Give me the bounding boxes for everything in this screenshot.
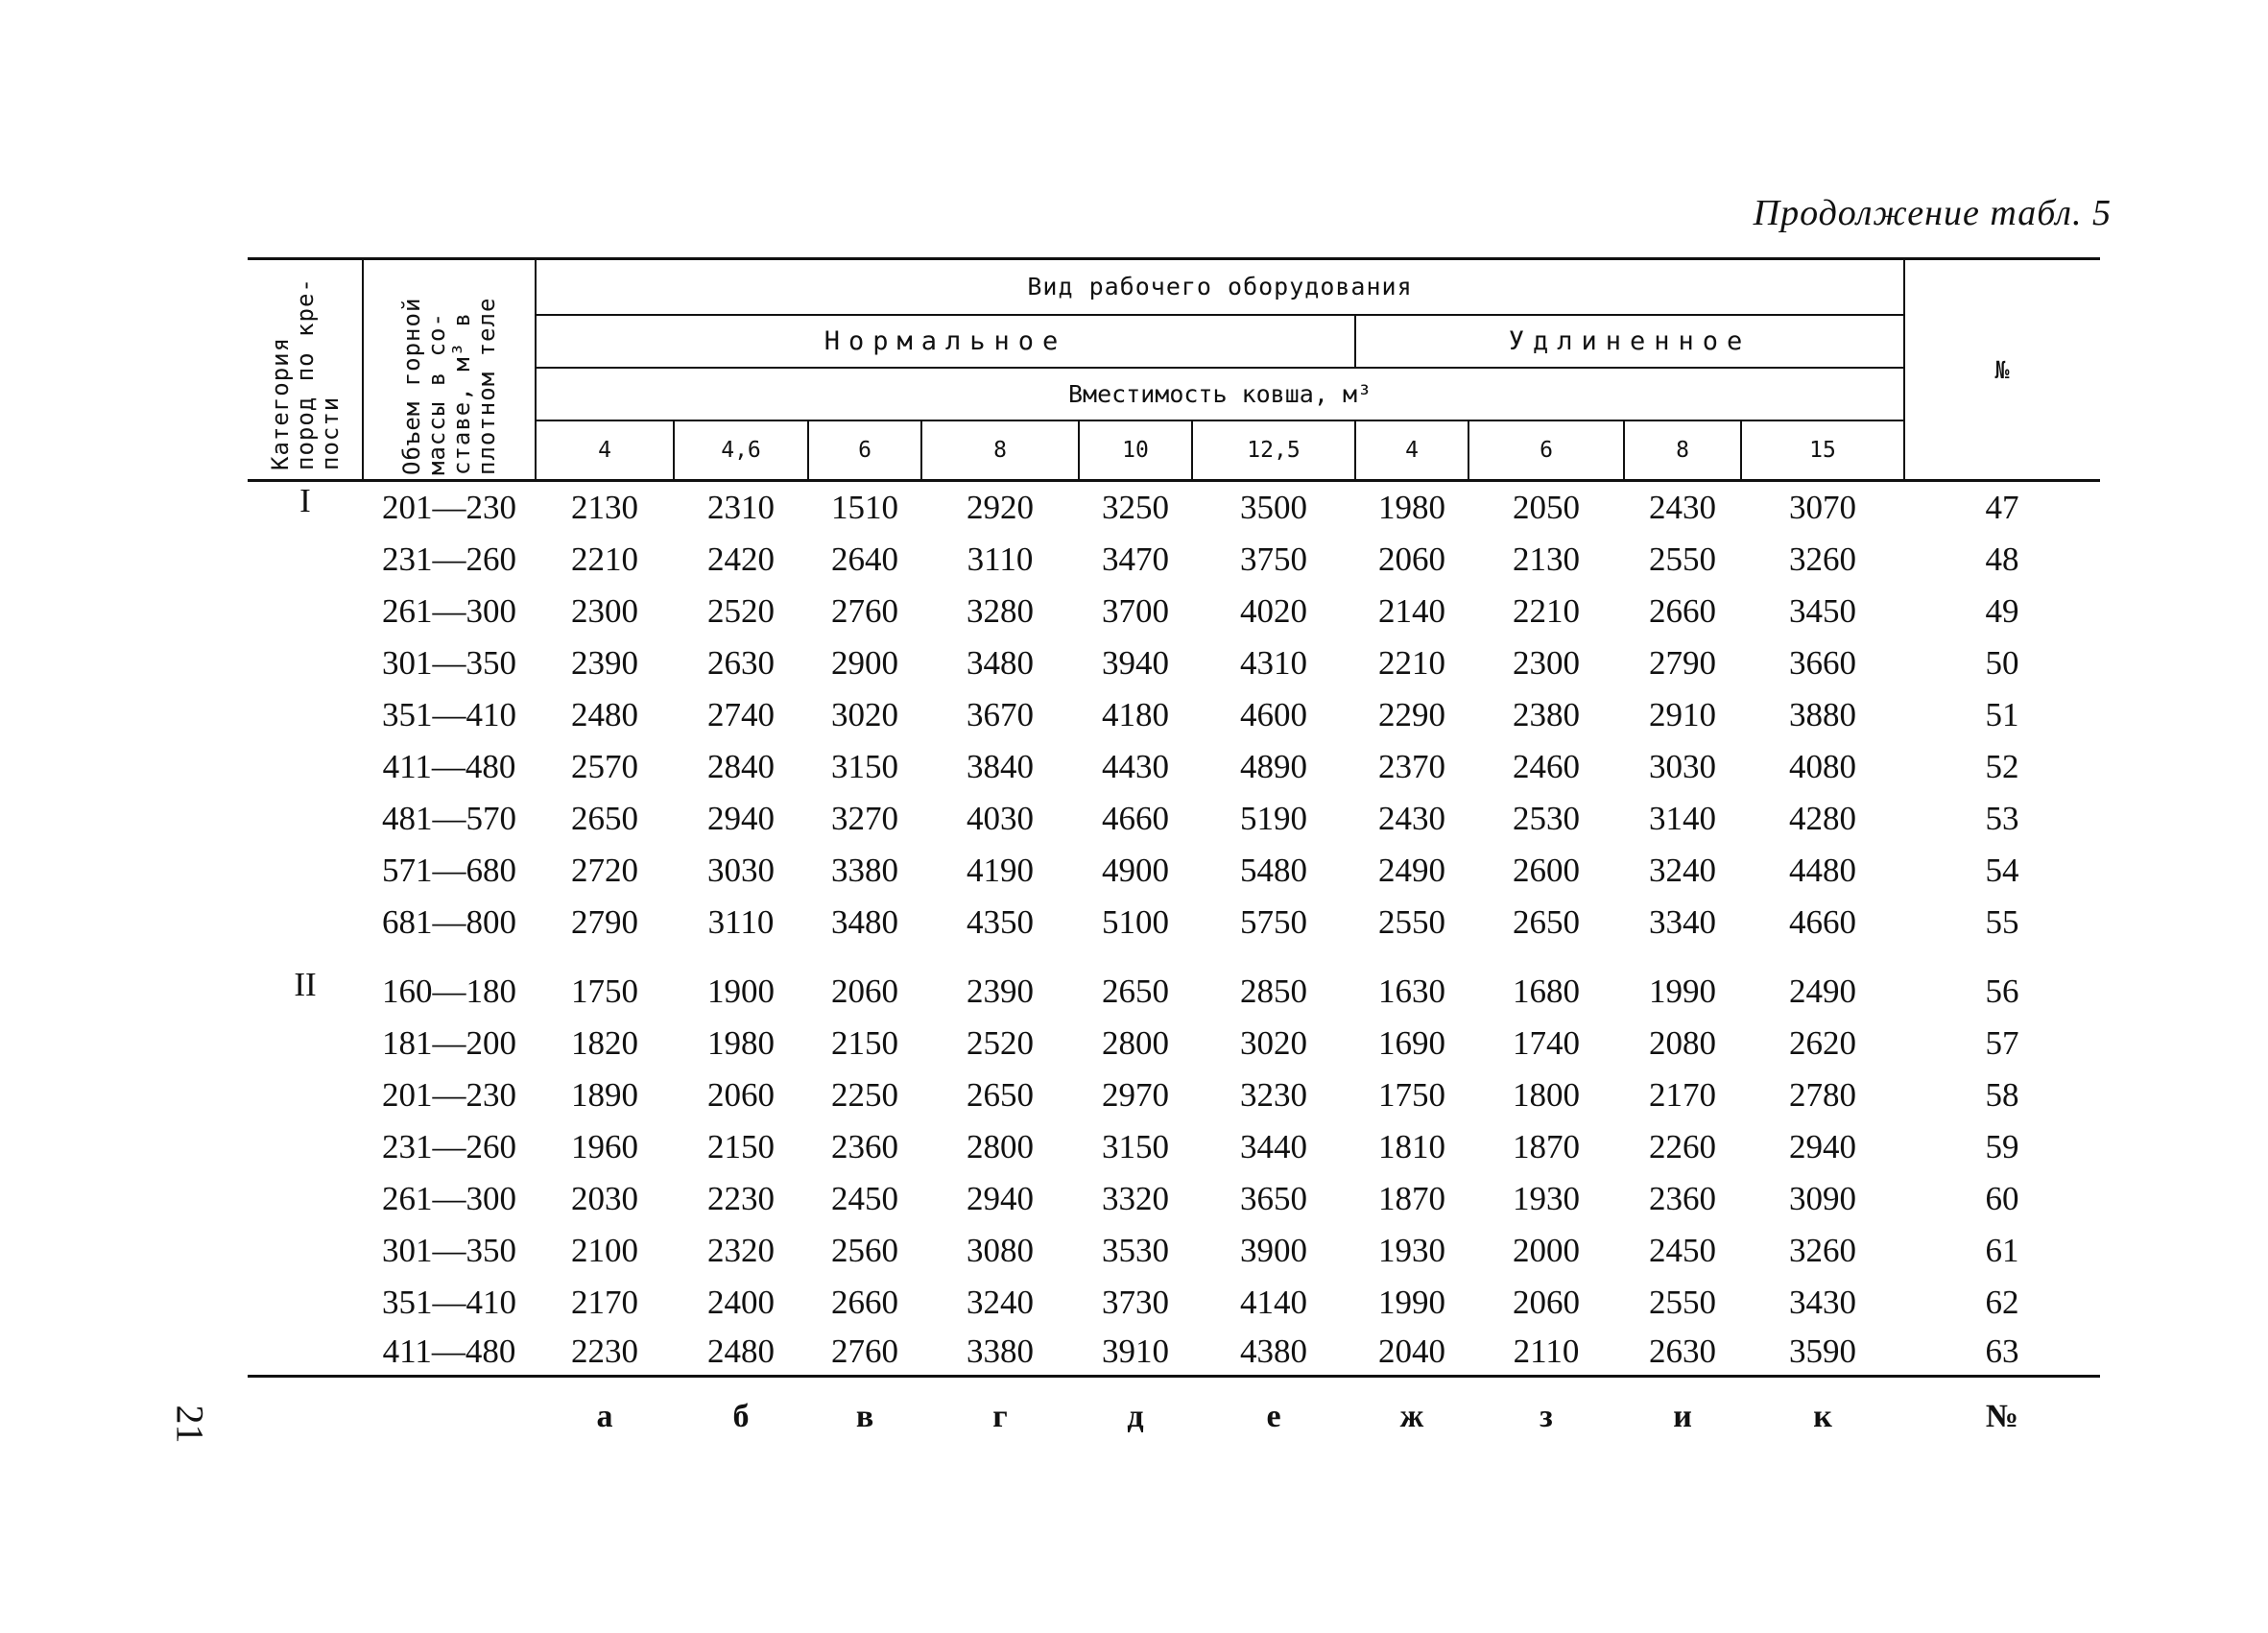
value-cell: 1690 [1378,1024,1445,1062]
value-cell: 2250 [831,1076,898,1114]
value-cell: 3480 [831,903,898,941]
value-cell: 2550 [1649,540,1716,578]
value-cell: 1740 [1513,1024,1580,1062]
value-cell: 3840 [967,748,1034,785]
value-cell: 2940 [1789,1128,1856,1165]
bucket-size-cell: 4 [1355,420,1468,480]
value-cell: 2760 [831,592,898,630]
volume-cell: 301—350 [382,1232,516,1269]
row-number-cell: 62 [1985,1284,2019,1321]
value-cell: 2520 [967,1024,1034,1062]
row-number-cell: 57 [1985,1024,2019,1062]
value-cell: 3530 [1102,1232,1169,1269]
value-cell: 2390 [571,644,638,682]
value-cell: 2320 [707,1232,775,1269]
row-number-cell: 59 [1985,1128,2019,1165]
value-cell: 3430 [1789,1284,1856,1321]
category-cell [248,1225,363,1277]
value-cell: 2480 [571,696,638,733]
value-cell: 2060 [1513,1284,1580,1321]
value-cell: 2740 [707,696,775,733]
value-cell: 1510 [831,489,898,526]
value-cell: 3240 [1649,852,1716,889]
value-cell: 2170 [1649,1076,1716,1114]
value-cell: 3730 [1102,1284,1169,1321]
value-cell: 2450 [831,1180,898,1217]
value-cell: 2450 [1649,1232,1716,1269]
value-cell: 2910 [1649,696,1716,733]
volume-header [363,259,536,481]
table-row [248,586,2100,637]
table-row [248,1329,2100,1377]
capacity-header: Вместимость ковша, м³ [536,368,1904,420]
value-cell: 3250 [1102,489,1169,526]
value-cell: 2490 [1378,852,1445,889]
value-cell: 2380 [1513,696,1580,733]
value-cell: 2300 [1513,644,1580,682]
table-row [248,1225,2100,1277]
value-cell: 2080 [1649,1024,1716,1062]
value-cell: 2030 [571,1180,638,1217]
row-number-cell: 61 [1985,1232,2019,1269]
row-number-cell: 53 [1985,800,2019,837]
volume-cell: 301—350 [382,644,516,682]
value-cell: 2560 [831,1232,898,1269]
volume-header-label: Объем горной массы в со- ставе, м³ в плотном теле [398,297,500,475]
value-cell: 2650 [1513,903,1580,941]
row-number-cell: 55 [1985,903,2019,941]
volume-cell: 571—680 [382,852,516,889]
value-cell: 2790 [1649,644,1716,682]
value-cell: 2150 [831,1024,898,1062]
value-cell: 3900 [1240,1232,1307,1269]
row-number-cell: 48 [1985,540,2019,578]
value-cell: 2040 [1355,1329,1468,1377]
value-cell: 2530 [1513,800,1580,837]
value-cell: 2630 [707,644,775,682]
volume-cell: 181—200 [382,1024,516,1062]
value-cell: 2550 [1378,903,1445,941]
volume-cell: 481—570 [382,800,516,837]
value-cell: 4430 [1102,748,1169,785]
value-cell: 2390 [967,973,1034,1010]
value-cell: 4280 [1789,800,1856,837]
value-cell: 2600 [1513,852,1580,889]
value-cell: 2570 [571,748,638,785]
table-row [248,1069,2100,1121]
value-cell: 2060 [831,973,898,1010]
volume-cell: 231—260 [382,540,516,578]
value-cell: 2050 [1513,489,1580,526]
category-cell [248,1018,363,1069]
bucket-size-cell: 6 [808,420,921,480]
value-cell: 3090 [1789,1180,1856,1217]
value-cell: 2430 [1378,800,1445,837]
equipment-type-header: Вид рабочего оборудования [536,259,1904,315]
table-row [248,1173,2100,1225]
volume-cell: 261—300 [382,1180,516,1217]
value-cell: 2260 [1649,1128,1716,1165]
value-cell: 5480 [1240,852,1307,889]
category-cell [248,845,363,897]
table-row [248,689,2100,741]
value-cell: 2210 [571,540,638,578]
value-cell: 2360 [831,1128,898,1165]
table-container [248,257,2100,1449]
value-cell: 3450 [1789,592,1856,630]
value-cell: 3150 [1102,1128,1169,1165]
column-letter-number: № [1985,1399,2019,1434]
value-cell: 3030 [707,852,775,889]
volume-cell: 261—300 [382,592,516,630]
value-cell: 2760 [808,1329,921,1377]
bucket-size-cell: 15 [1741,420,1904,480]
value-cell: 3270 [831,800,898,837]
volume-cell: 201—230 [382,489,516,526]
value-cell: 3320 [1102,1180,1169,1217]
value-cell: 5750 [1240,903,1307,941]
value-cell: 2110 [1468,1329,1624,1377]
value-cell: 1960 [571,1128,638,1165]
bucket-size-cell: 4,6 [674,420,808,480]
value-cell: 3110 [707,903,775,941]
value-cell: 3030 [1649,748,1716,785]
value-cell: 1800 [1513,1076,1580,1114]
value-cell: 3230 [1240,1076,1307,1114]
value-cell: 3750 [1240,540,1307,578]
value-cell: 3910 [1079,1329,1192,1377]
continuation-title: Продолжение табл. 5 [1753,193,2112,233]
value-cell: 4600 [1240,696,1307,733]
value-cell: 2660 [831,1284,898,1321]
volume-cell: 411—480 [382,748,516,785]
value-cell: 4890 [1240,748,1307,785]
value-cell: 4660 [1102,800,1169,837]
value-cell: 4020 [1240,592,1307,630]
value-cell: 4080 [1789,748,1856,785]
value-cell: 4030 [967,800,1034,837]
value-cell: 1990 [1649,973,1716,1010]
value-cell: 3380 [921,1329,1079,1377]
value-cell: 3280 [967,592,1034,630]
value-cell: 2940 [707,800,775,837]
column-letter: ж [1399,1399,1424,1434]
value-cell: 2940 [967,1180,1034,1217]
value-cell: 2520 [707,592,775,630]
value-cell: 1980 [1378,489,1445,526]
volume-cell: 351—410 [382,1284,516,1321]
table-row [248,1121,2100,1173]
value-cell: 1870 [1513,1128,1580,1165]
bucket-size-cell: 12,5 [1192,420,1355,480]
value-cell: 2480 [674,1329,808,1377]
value-cell: 2780 [1789,1076,1856,1114]
value-cell: 2210 [1378,644,1445,682]
column-letter: в [855,1399,874,1434]
value-cell: 3670 [967,696,1034,733]
column-letter: е [1266,1399,1281,1434]
row-number-cell: 63 [1904,1329,2100,1377]
value-cell: 3700 [1102,592,1169,630]
value-cell: 3260 [1789,1232,1856,1269]
volume-cell: 411—480 [363,1329,536,1377]
data-table [248,257,2100,1449]
value-cell: 2970 [1102,1076,1169,1114]
column-letter: а [596,1399,613,1434]
value-cell: 2170 [571,1284,638,1321]
value-cell: 2550 [1649,1284,1716,1321]
value-cell: 3240 [967,1284,1034,1321]
table-body [248,481,2100,1450]
volume-cell: 231—260 [382,1128,516,1165]
column-letters-row [248,1377,2100,1450]
category-header-label: Категория пород по кре- пости [266,277,344,470]
value-cell: 2360 [1649,1180,1716,1217]
column-letter: и [1673,1399,1692,1434]
row-number-cell: 50 [1985,644,2019,682]
table-row [248,1018,2100,1069]
value-cell: 2490 [1789,973,1856,1010]
row-number-cell: 49 [1985,592,2019,630]
value-cell: 4660 [1789,903,1856,941]
value-cell: 1930 [1378,1232,1445,1269]
value-cell: 3340 [1649,903,1716,941]
value-cell: 3660 [1789,644,1856,682]
value-cell: 1820 [571,1024,638,1062]
volume-cell: 201—230 [382,1076,516,1114]
value-cell: 1750 [571,973,638,1010]
category-cell [248,897,363,949]
value-cell: 1680 [1513,973,1580,1010]
value-cell: 3470 [1102,540,1169,578]
value-cell: 2130 [571,489,638,526]
volume-cell: 160—180 [382,973,516,1010]
value-cell: 2230 [707,1180,775,1217]
value-cell: 2130 [1513,540,1580,578]
normal-header: Нормальное [536,315,1355,368]
value-cell: 2060 [1378,540,1445,578]
value-cell: 2370 [1378,748,1445,785]
value-cell: 1900 [707,973,775,1010]
value-cell: 1870 [1378,1180,1445,1217]
value-cell: 2660 [1649,592,1716,630]
value-cell: 2650 [967,1076,1034,1114]
value-cell: 3440 [1240,1128,1307,1165]
row-number-cell: 58 [1985,1076,2019,1114]
table-row [248,534,2100,586]
table-row [248,741,2100,793]
page-number: 21 [168,1405,212,1444]
value-cell: 4480 [1789,852,1856,889]
value-cell: 4190 [967,852,1034,889]
value-cell: 2650 [1102,973,1169,1010]
category-cell [248,1069,363,1121]
category-cell [248,1277,363,1329]
table-head [248,259,2100,481]
value-cell: 3080 [967,1232,1034,1269]
group-gap [248,949,2100,966]
bucket-size-cell: 10 [1079,420,1192,480]
value-cell: 2060 [707,1076,775,1114]
category-cell [248,1329,363,1377]
value-cell: 5190 [1240,800,1307,837]
column-letter: б [732,1399,750,1434]
value-cell: 1930 [1513,1180,1580,1217]
value-cell: 4140 [1240,1284,1307,1321]
value-cell: 4380 [1192,1329,1355,1377]
value-cell: 3020 [831,696,898,733]
column-letter: к [1813,1399,1832,1434]
value-cell: 3880 [1789,696,1856,733]
value-cell: 2400 [707,1284,775,1321]
value-cell: 2230 [536,1329,674,1377]
category-cell [248,1173,363,1225]
value-cell: 2290 [1378,696,1445,733]
value-cell: 3380 [831,852,898,889]
category-cell: I [299,482,311,519]
value-cell: 2920 [967,489,1034,526]
column-letter: д [1127,1399,1144,1434]
value-cell: 5100 [1102,903,1169,941]
column-letter: з [1540,1399,1553,1434]
value-cell: 3070 [1789,489,1856,526]
row-number-cell: 54 [1985,852,2019,889]
row-number-cell: 56 [1985,973,2019,1010]
table-row [248,845,2100,897]
value-cell: 1630 [1378,973,1445,1010]
value-cell: 2140 [1378,592,1445,630]
table-row [248,793,2100,845]
value-cell: 2620 [1789,1024,1856,1062]
value-cell: 2300 [571,592,638,630]
value-cell: 2150 [707,1128,775,1165]
value-cell: 2460 [1513,748,1580,785]
row-number-cell: 51 [1985,696,2019,733]
value-cell: 3940 [1102,644,1169,682]
number-header: № [1904,259,2100,481]
value-cell: 1990 [1378,1284,1445,1321]
value-cell: 2100 [571,1232,638,1269]
value-cell: 4180 [1102,696,1169,733]
table-row [248,481,2100,535]
bucket-size-cell: 8 [921,420,1079,480]
value-cell: 3150 [831,748,898,785]
value-cell: 2630 [1624,1329,1741,1377]
value-cell: 3140 [1649,800,1716,837]
row-number-cell: 52 [1985,748,2019,785]
bucket-size-cell: 6 [1468,420,1624,480]
value-cell: 3480 [967,644,1034,682]
value-cell: 1890 [571,1076,638,1114]
value-cell: 2840 [707,748,775,785]
value-cell: 1750 [1378,1076,1445,1114]
category-header [248,259,363,481]
row-number-cell: 60 [1985,1180,2019,1217]
table-row [248,966,2100,1018]
value-cell: 2420 [707,540,775,578]
category-cell [248,689,363,741]
table-row [248,1277,2100,1329]
category-cell [248,741,363,793]
category-cell [248,793,363,845]
value-cell: 4310 [1240,644,1307,682]
value-cell: 2650 [571,800,638,837]
bucket-size-cell: 4 [536,420,674,480]
value-cell: 1810 [1378,1128,1445,1165]
value-cell: 2800 [967,1128,1034,1165]
extended-header: Удлиненное [1355,315,1904,368]
table-row [248,637,2100,689]
value-cell: 3650 [1240,1180,1307,1217]
volume-cell: 351—410 [382,696,516,733]
category-cell [248,534,363,586]
value-cell: 4350 [967,903,1034,941]
value-cell: 4900 [1102,852,1169,889]
column-letter: г [992,1399,1008,1434]
row-number-cell: 47 [1985,489,2019,526]
category-cell [248,637,363,689]
value-cell: 3500 [1240,489,1307,526]
value-cell: 3260 [1789,540,1856,578]
category-cell [248,586,363,637]
value-cell: 2850 [1240,973,1307,1010]
value-cell: 3590 [1741,1329,1904,1377]
value-cell: 2430 [1649,489,1716,526]
value-cell: 2640 [831,540,898,578]
value-cell: 2720 [571,852,638,889]
category-cell [248,1121,363,1173]
value-cell: 2790 [571,903,638,941]
volume-cell: 681—800 [382,903,516,941]
value-cell: 1980 [707,1024,775,1062]
value-cell: 2800 [1102,1024,1169,1062]
value-cell: 3110 [967,540,1034,578]
value-cell: 2900 [831,644,898,682]
value-cell: 2210 [1513,592,1580,630]
value-cell: 2310 [707,489,775,526]
table-row [248,897,2100,949]
category-cell: II [294,966,317,1003]
value-cell: 3020 [1240,1024,1307,1062]
bucket-size-cell: 8 [1624,420,1741,480]
value-cell: 2000 [1513,1232,1580,1269]
